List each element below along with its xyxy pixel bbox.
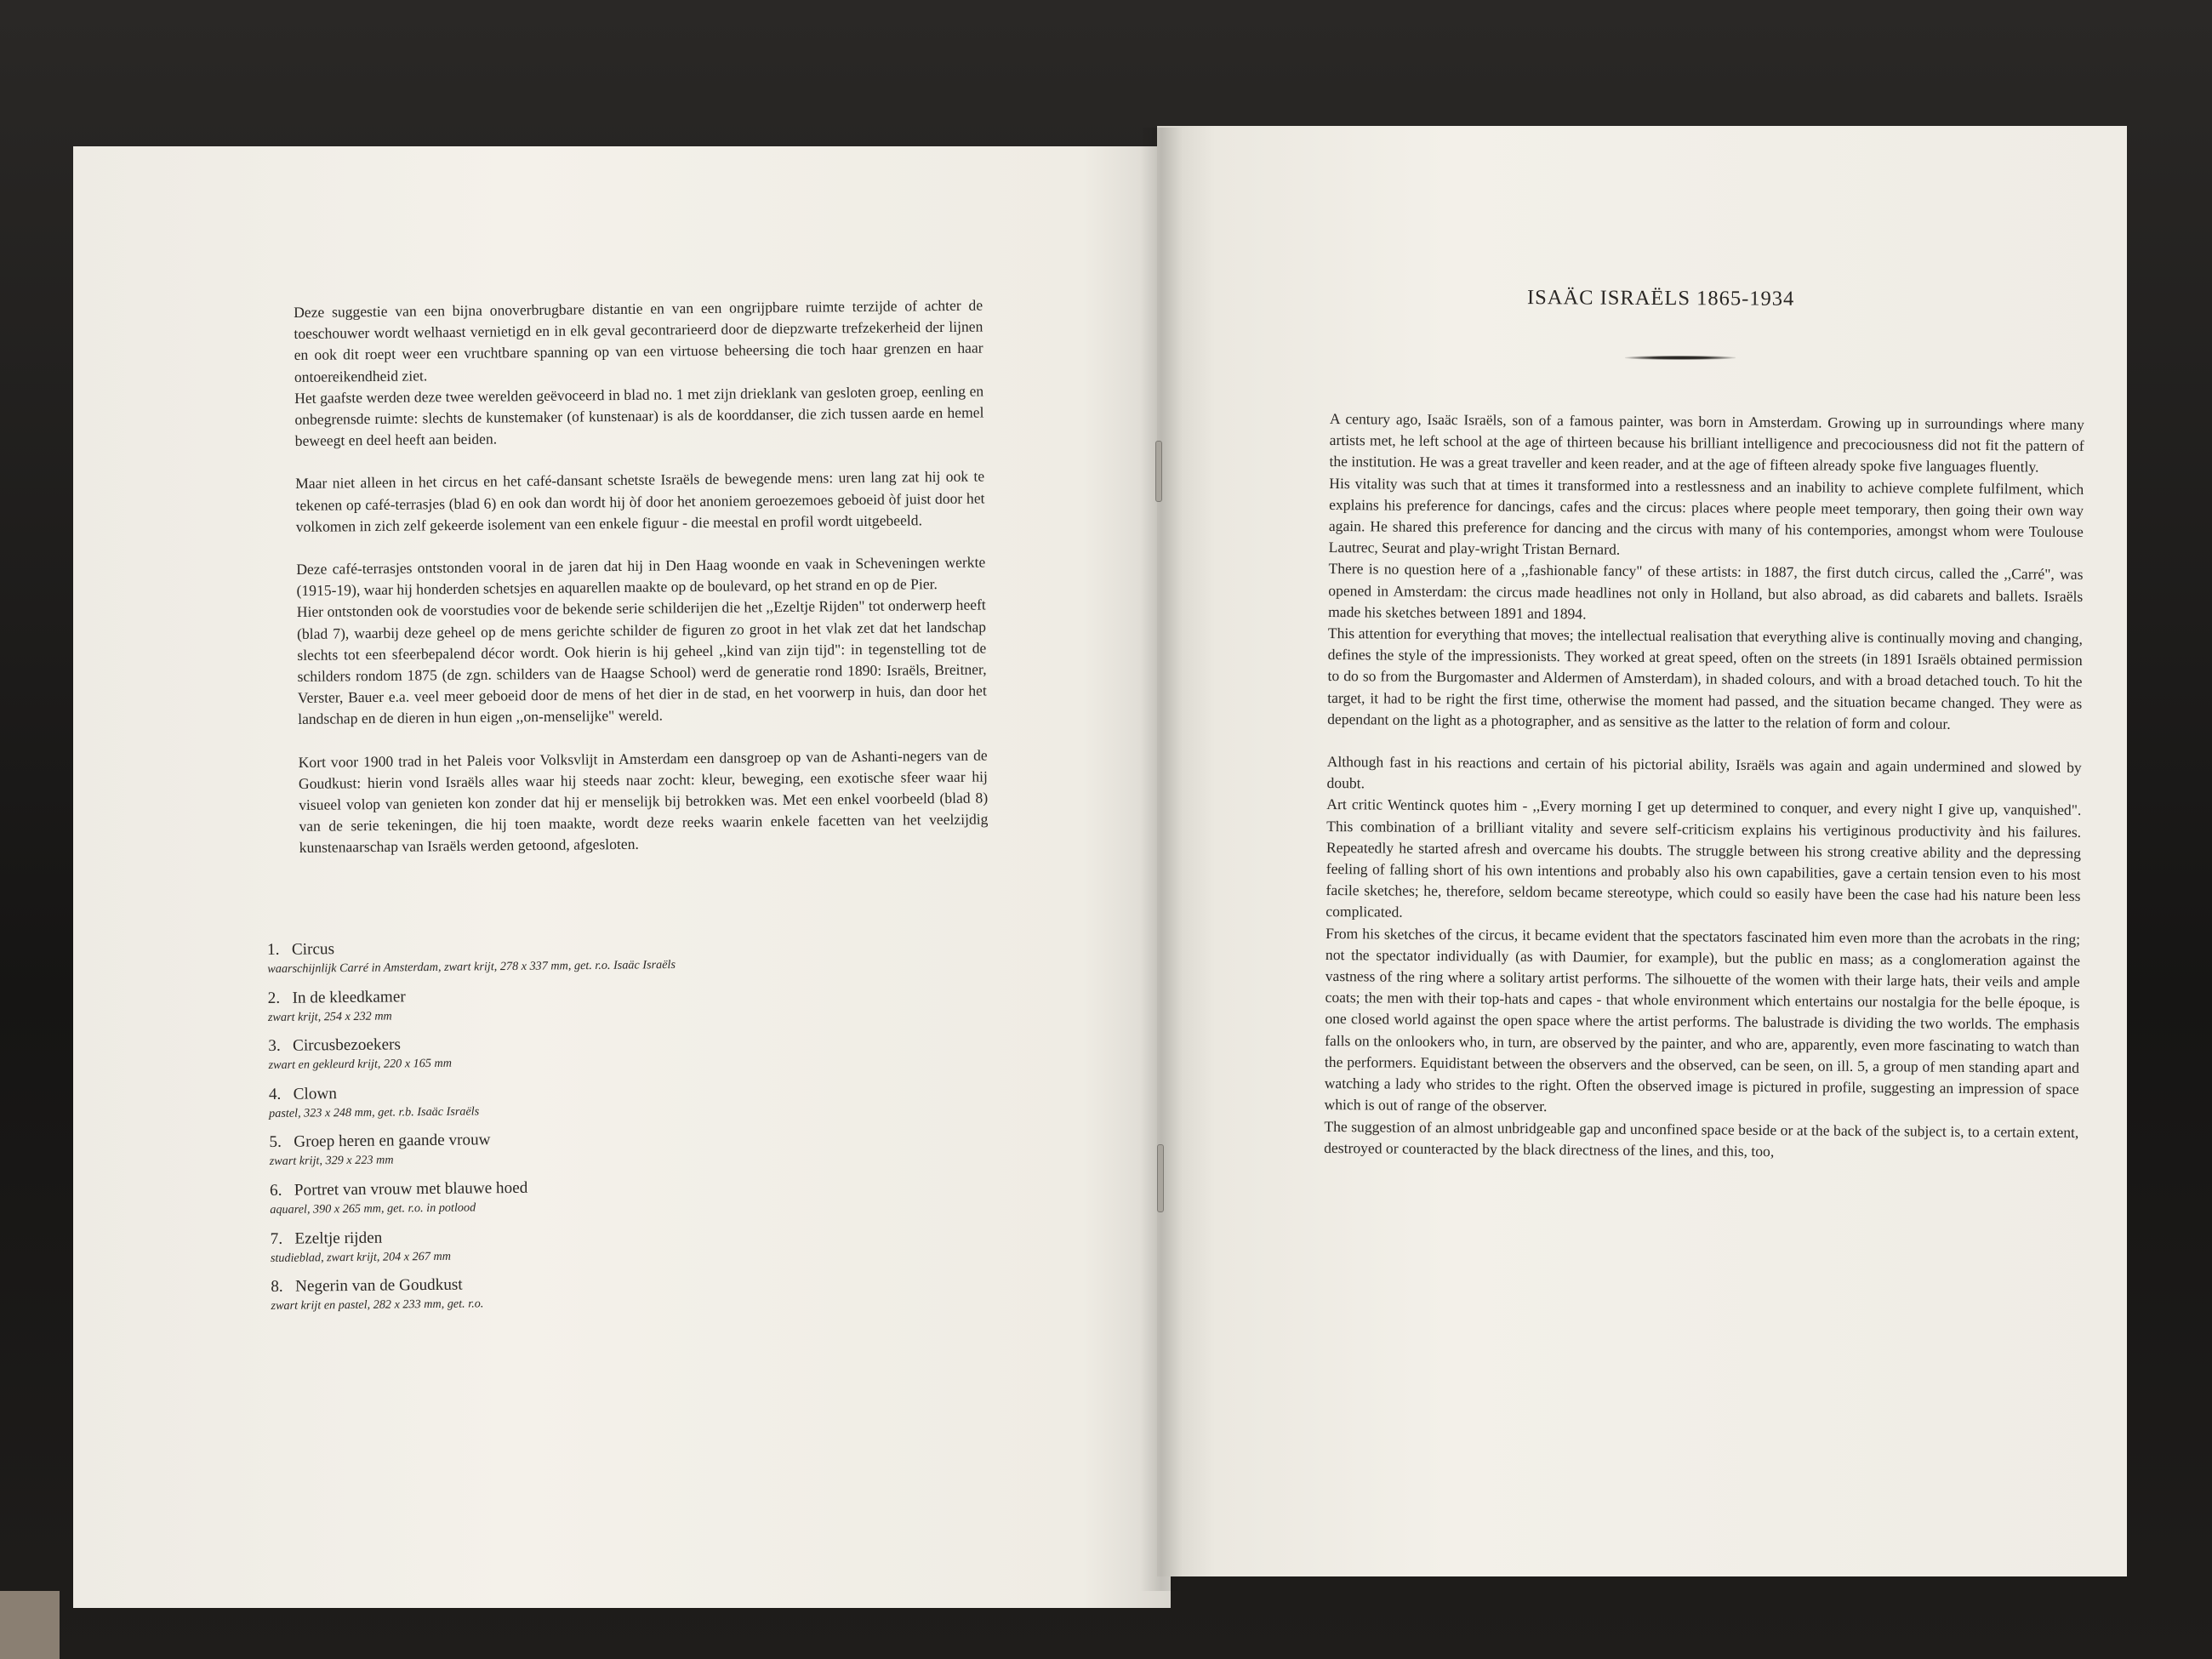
plate-title: Negerin van de Goudkust (294, 1275, 463, 1296)
plate-item (270, 1174, 916, 1218)
plate-number: 6. (269, 1181, 282, 1200)
plate-number: 2. (267, 989, 281, 1007)
plate-number: 3. (268, 1037, 281, 1056)
staple-top (1155, 441, 1162, 502)
right-paragraph: There is no question here of a ,,fashionable fancy" of these artists: in 1887, the first dutch circus, called the ,,Carré", was opened in Amsterdam: the circus made headlines not only in Holland, but also abroad, as did cabarets and ballets. Israëls made his sketches between 1891 and 1894. (1328, 560, 2084, 623)
plate-title: Portret van vrouw met blauwe hoed (294, 1178, 528, 1200)
left-paragraph: Maar niet alleen in het circus en het café-dansant schetste Israëls de bewegende mens: uren lang zat hij ook te tekenen op café-terrasjes (blad 6) en ook dan wordt hij òf door het anoniem geroezemoes geboeid òf juist door het volkomen in zich zelf gekeerde isolement van een enkele figuur - die meestal en profil wordt uitgebeeld. (295, 467, 985, 535)
plate-item (268, 1029, 915, 1074)
plate-item (269, 1126, 915, 1170)
right-page-body (1324, 408, 2084, 1165)
plate-description: studieblad, zwart krijt, 204 x 267 mm (270, 1249, 452, 1265)
plate-item (269, 1078, 915, 1122)
plate-item (267, 933, 914, 978)
plate-description: zwart krijt, 254 x 232 mm (267, 1009, 392, 1024)
right-paragraph: Art critic Wentinck quotes him - ,,Every morning I get up determined to conquer, and every night I give up, vanquished". This combination of a brilliant vitality and severe self-criticism explains his vertiginous productivity ànd his failures. Repeatedly he started afresh and overcame his doubts. The struggle between his strong creative ability and the depressing feeling of falling short of his own intentions and probably also his own capabilities, gave a certain tension even to his most facile sketches; he, therefore, seldom became stereotype, which could so easily have been the case had his nature been less complicated. (1325, 795, 2082, 921)
left-paragraph: Deze suggestie van een bijna onoverbrugbare distantie en van een ongrijpbare ruimte terzijde of achter de toeschouwer wordt welhaast vernietigd en in elk geval gecontrarieerd door de diepzwarte trefzekerheid der lijnen en ook dit roept weer een vruchtbare spanning op van een virtuose beheersing die toch haar grenzen en haar ontoereikendheid ziet. (294, 296, 983, 385)
plate-title: Groep heren en gaande vrouw (294, 1131, 491, 1152)
staple-bottom (1157, 1144, 1164, 1212)
plate-title: Circus (291, 940, 335, 959)
page-title: ISAÄC ISRAËLS 1865-1934 (1526, 286, 1795, 311)
plate-title: Clown (293, 1084, 337, 1103)
plate-number: 1. (267, 940, 280, 959)
plate-number: 7. (270, 1229, 283, 1248)
gutter-shadow (1140, 128, 1183, 1591)
plate-title: Circusbezoekers (292, 1035, 402, 1055)
right-paragraph: A century ago, Isaäc Israëls, son of a famous painter, was born in Amsterdam. Growing up in surroundings where many artists met, he left school at the age of thirteen because his brilliant intelligence and precociousness did not fit the pattern of the institution. He was a great traveller and keen reader, and at the age of fifteen already spoke five languages fluently. (1329, 409, 2084, 476)
right-paragraph: His vitality was such that at times it transformed into a restlessness and an inability to achieve complete fulfilment, which explains his preference for dancings, cafes and the circus: places where people meet temporary, then going their own way again. He shared this preference for dancing and the circus with many of his contempories, amongst whom were Toulouse Lautrec, Seurat and play-wright Tristan Bernard. (1328, 474, 2084, 558)
floor-corner (0, 1591, 60, 1659)
plate-description: pastel, 323 x 248 mm, get. r.b. Isaäc Israëls (269, 1104, 480, 1120)
left-paragraph: Hier ontstonden ook de voorstudies voor de bekende serie schilderijen die het ,,Ezeltje Rijden" tot onderwerp heeft (blad 7), waarbij deze geheel op de mens gerichte schilder de figuren zo groot in het vlak zet dat het landschap slechts tot een sfeerbepalend décor wordt. Ook hierin is hij geheel ,,kind van zijn tijd": in tegenstelling tot de schilders rondom 1875 (de zgn. schilders van de Haagse School) werd de generatie rond 1890: Israëls, Breitner, Verster, Bauer e.a. veel meer geboeid door de mens of het dier in de stad, en het voorwerp in huis, dan door het landschap en de dieren in hun eigen ,,on-menselijke" wereld. (296, 596, 987, 728)
left-paragraph: Deze café-terrasjes ontstonden vooral in de jaren dat hij in Den Haag woonde en vaak in Scheveningen werkte (1915-19), waar hij honderden schetsjes en aquarellen maakte op de boulevard, op het strand en op de Pier. (296, 553, 986, 600)
left-paragraph: Het gaafste werden deze twee werelden geëvoceerd in blad no. 1 met zijn drieklank van gesloten groep, eenling en onbegrensde ruimte: slechts de kunstemaker (of kunstenaar) is als de koorddanser, die zich tussen aarde en hemel beweegt en deel heeft aan beiden. (294, 382, 984, 450)
right-paragraph: From his sketches of the circus, it became evident that the spectators fascinated him even more than the acrobats in the ring; not the spectator individually (as with Daumier, for example), but the public en mass; as a conglomeration against the vastness of the ring where a solitary artist performs. The silhouette of the women with their large hats, their veils and ample coats; the men with their top-hats and capes - that whole environment which entertains our nostalgia for the belle époque, is one closed world against the open space where the artist performs. The balustrade is dividing the two worlds. The emphasis falls on the onlookers who, in turn, are observed by the painter, and who are, apparently, even more fascinating to watch than the performers. Equidistant between the observers and the observed, can be seen, on ill. 5, a group of men standing apart and watching a lady who strides to the right. Often the observed image is pictured in profile, suggesting an impression of space which is out of range of the observer. (1324, 924, 2081, 1115)
plate-number: 5. (269, 1133, 282, 1152)
plate-number: 4. (268, 1085, 282, 1103)
plate-item (271, 1223, 917, 1267)
title-rule (1625, 356, 1736, 360)
right-paragraph: Although fast in his reactions and certain of his pictorial ability, Israëls was again and again undermined and slowed by doubt. (1326, 753, 2082, 792)
plate-description: waarschijnlijk Carré in Amsterdam, zwart krijt, 278 x 337 mm, get. r.o. Isaäc Israëls (267, 957, 676, 976)
left-paragraph: Kort voor 1900 trad in het Paleis voor Volksvlijt in Amsterdam een dansgroep op van de Ashanti-negers van de Goudkust: hierin vond Israëls alles waar hij steeds naar zocht: kleur, beweging, een exotische sfeer waar hij visueel volop van genieten kon zonder dat hij er menselijk bij betrokken was. Met een enkel voorbeeld (blad 8) van de serie tekeningen, die hij toen maakte, wordt deze reeks waarin enkele facetten van het veelzijdig kunstenaarschap van Israëls werden getoond, afgesloten. (298, 746, 989, 857)
plate-description: zwart krijt, 329 x 223 mm (269, 1153, 394, 1169)
plate-list (267, 933, 918, 1325)
plate-description: aquarel, 390 x 265 mm, get. r.o. in potlood (270, 1200, 476, 1217)
plate-item (271, 1270, 917, 1314)
left-page-body (294, 295, 989, 859)
right-paragraph: The suggestion of an almost unbridgeable gap and unconfined space beside or at the back of the subject is, to a certain extent, destroyed or counteracted by the black directness of the lines, and this, too, (1324, 1117, 2079, 1160)
plate-item (268, 982, 915, 1026)
plate-title: Ezeltje rijden (294, 1229, 383, 1248)
right-paragraph: This attention for everything that moves; the intellectual realisation that everything alive is continually moving and changing, defines the style of the impressionists. They worked at great speed, often on the streets (in 1891 Israëls obtained permission to do so from the Burgomaster and Aldermen of Amsterdam), in shaded colours, and with a broad detached touch. To hit the target, it had to be right the first time, otherwise the moment had passed, and the situation became changed. They were as dependant on the light as a photographer, and as sensitive as the latter to the relation of form and colour. (1327, 624, 2083, 733)
plate-title: In de kleedkamer (292, 987, 406, 1007)
plate-description: zwart en gekleurd krijt, 220 x 165 mm (268, 1056, 453, 1073)
plate-description: zwart krijt en pastel, 282 x 233 mm, get. r.o. (271, 1297, 484, 1314)
plate-number: 8. (271, 1277, 283, 1297)
